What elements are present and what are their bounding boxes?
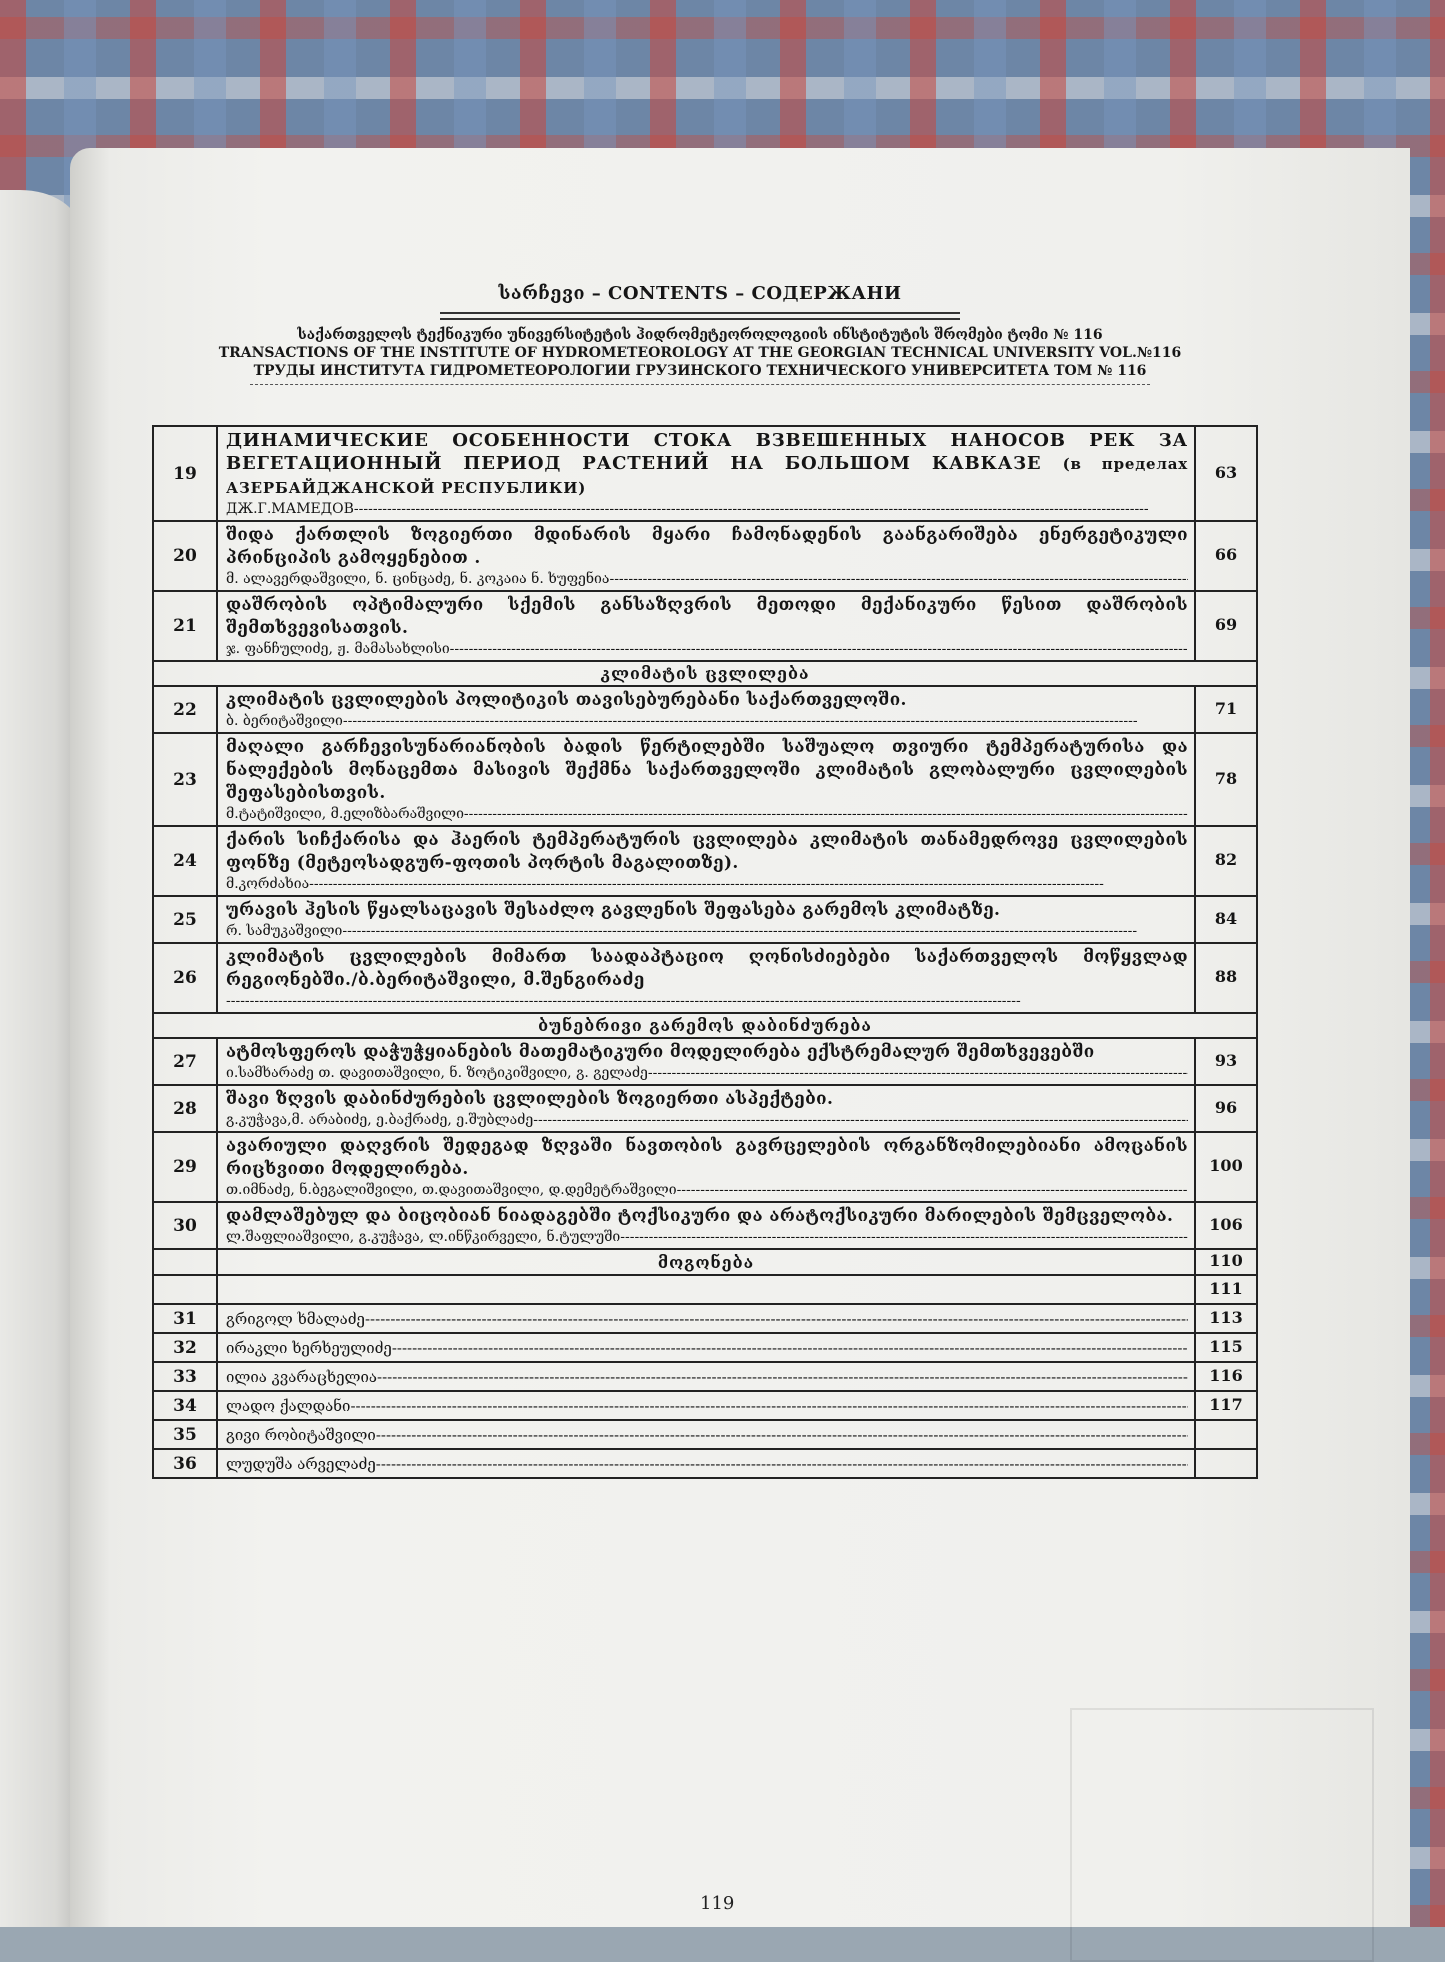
entry-body — [217, 826, 1195, 896]
entry-body — [217, 1038, 1195, 1085]
entry-page: 116 — [1195, 1362, 1257, 1391]
entry-title: კლიმატის ცვლილების მიმართ საადაპტაციო ღონისძიებები საქართველოს მოწყვლად რეგიონებში./ბ.ბერიტაშვილი, მ.შენგირაძე — [226, 947, 1188, 990]
entry-authors: ლადო ქალდანი ----- — [226, 1397, 1188, 1415]
entry-authors: ირაკლი ხერხეულიძე ----- — [226, 1339, 1188, 1357]
entry-authors: მ.კორძახია ----- — [226, 875, 1188, 893]
entry-number: 20 — [153, 521, 217, 591]
contents-title: სარჩევი – CONTENTS – СОДЕРЖАНИ — [498, 283, 902, 304]
section-heading: კლიმატის ცვლილება — [153, 661, 1257, 686]
entry-page: 117 — [1195, 1391, 1257, 1420]
entry-title: მაღალი გარჩევისუნარიანობის ბადის წერტილებში საშუალო თვიური ტემპერატურისა და ნალექების მონაცემთა მასივის შექმნა საქართველოში კლიმატის გლობალური ცვლილების შეფასებისთვის. — [226, 737, 1188, 803]
entry-number: 21 — [153, 591, 217, 661]
journal-title-russian: ТРУДЫ ИНСТИТУТА ГИДРОМЕТЕОРОЛОГИИ ГРУЗИНСКОГО ТЕХНИЧЕСКОГО УНИВЕРСИТЕТА ТОМ № 116 — [253, 363, 1147, 379]
entry-title-extra: (в пределах АЗЕРБАЙДЖАНСКОЙ РЕСПУБЛИКИ) — [226, 455, 1188, 497]
table-row — [153, 826, 1257, 896]
entry-page: 111 — [1195, 1275, 1257, 1304]
entry-title: შავი ზღვის დაბინძურების ცვლილების ზოგიერთი ასპექტები. — [226, 1089, 834, 1109]
section-row — [153, 661, 1257, 686]
page-number: 119 — [700, 1893, 735, 1914]
entry-body — [217, 1420, 1195, 1449]
table-row — [153, 1038, 1257, 1085]
table-row — [153, 1275, 1257, 1304]
entry-authors: ი.სამხარაძე თ. დავითაშვილი, ნ. ზოტიკიშვილი, გ. გელაძე ----- — [226, 1064, 1188, 1082]
table-row — [153, 896, 1257, 943]
show-through-print — [1070, 1708, 1374, 1962]
entry-number — [153, 1275, 217, 1304]
entry-number: 28 — [153, 1085, 217, 1132]
entry-body — [217, 1275, 1195, 1304]
table-row — [153, 686, 1257, 733]
journal-title-georgian: საქართველოს ტექნიკური უნივერსიტეტის ჰიდრომეტეოროლოგიის ინსტიტუტის შრომები ტომი № 116 — [297, 327, 1103, 343]
entry-body — [217, 591, 1195, 661]
entry-page: 63 — [1195, 426, 1257, 521]
entry-authors: გ.კუჭავა,მ. არაბიძე, ე.ბაქრაძე, ე.შუბლაძე ----- — [226, 1111, 1188, 1129]
entry-number: 32 — [153, 1333, 217, 1362]
table-row — [153, 1420, 1257, 1449]
section-heading: ბუნებრივი გარემოს დაბინძურება — [153, 1013, 1257, 1038]
entry-body — [217, 1132, 1195, 1202]
entry-body — [217, 1449, 1195, 1478]
entry-body — [217, 943, 1195, 1013]
entry-body — [217, 1391, 1195, 1420]
entry-title: ქარის სიჩქარისა და ჰაერის ტემპერატურის ცვლილება კლიმატის თანამედროვე ცვლილების ფონზე (მეტეოსადგურ-ფოთის პორტის მაგალითზე). — [226, 830, 1188, 873]
entry-body — [217, 426, 1195, 521]
entry-title: კლიმატის ცვლილების პოლიტიკის თავისებურებანი საქართველოში. — [226, 690, 907, 710]
entry-number: 24 — [153, 826, 217, 896]
section-row — [153, 1249, 1257, 1275]
entry-body — [217, 1362, 1195, 1391]
table-row — [153, 1304, 1257, 1333]
entry-authors: ჯ. ფანჩულიძე, ჟ. მამასახლისი ----- — [226, 640, 1188, 658]
entry-body — [217, 686, 1195, 733]
entry-body — [217, 1085, 1195, 1132]
entry-number: 22 — [153, 686, 217, 733]
entry-number: 25 — [153, 896, 217, 943]
entry-number: 27 — [153, 1038, 217, 1085]
left-book-page — [0, 190, 80, 1927]
table-row — [153, 1085, 1257, 1132]
entry-page: 71 — [1195, 686, 1257, 733]
entry-authors: ლუდუშა არველაძე ----- — [226, 1455, 1188, 1473]
entry-page: 96 — [1195, 1085, 1257, 1132]
entry-body — [217, 896, 1195, 943]
entry-title: დამლაშებულ და ბიცობიან ნიადაგებში ტოქსიკური და არატოქსიკური მარილების შემცველობა. — [226, 1206, 1174, 1226]
entry-number: 33 — [153, 1362, 217, 1391]
entry-page: 88 — [1195, 943, 1257, 1013]
entry-title: ატმოსფეროს დაჭუჭყიანების მათემატიკური მოდელირება ექსტრემალურ შემთხვევებში — [226, 1042, 1095, 1062]
entry-page: 106 — [1195, 1202, 1257, 1249]
table-row — [153, 1202, 1257, 1249]
table-row — [153, 426, 1257, 521]
entry-authors: გივი რობიტაშვილი ----- — [226, 1426, 1188, 1444]
entry-number: 19 — [153, 426, 217, 521]
entry-page — [1195, 1449, 1257, 1478]
table-row — [153, 591, 1257, 661]
entry-body — [217, 1304, 1195, 1333]
table-row — [153, 733, 1257, 826]
table-row — [153, 1333, 1257, 1362]
entry-number: 31 — [153, 1304, 217, 1333]
entry-title: შიდა ქართლის ზოგიერთი მდინარის მყარი ჩამონადენის გაანგარიშება ენერგეტიკული პრინციპის გამოყენებით . — [226, 525, 1188, 568]
entry-authors — [226, 992, 1188, 1010]
entry-number: 29 — [153, 1132, 217, 1202]
entry-page: 100 — [1195, 1132, 1257, 1202]
entry-page: 78 — [1195, 733, 1257, 826]
entry-page: 93 — [1195, 1038, 1257, 1085]
entry-body — [217, 1202, 1195, 1249]
entry-body — [217, 1333, 1195, 1362]
table-row — [153, 1449, 1257, 1478]
entry-page: 84 — [1195, 896, 1257, 943]
entry-number: 26 — [153, 943, 217, 1013]
section-row — [153, 1013, 1257, 1038]
entry-page: 69 — [1195, 591, 1257, 661]
entry-page: 82 — [1195, 826, 1257, 896]
entry-authors: რ. სამუკაშვილი ----- — [226, 922, 1188, 940]
entry-number: 35 — [153, 1420, 217, 1449]
entry-page: 110 — [1195, 1249, 1257, 1275]
dashed-rule — [250, 384, 1150, 385]
entry-title: ავარიული დაღვრის შედეგად ზღვაში ნავთობის გავრცელების ორგანზომილებიანი ამოცანის რიცხვითი მოდელირება. — [226, 1136, 1188, 1179]
entry-page — [1195, 1420, 1257, 1449]
entry-authors: ილია კვარაცხელია ----- — [226, 1368, 1188, 1386]
entry-body — [217, 521, 1195, 591]
entry-number: 30 — [153, 1202, 217, 1249]
table-row — [153, 1132, 1257, 1202]
entry-authors: ლ.შაფლიაშვილი, გ.კუჭავა, ლ.ინწკირველი, ნ.ტულუში ----- — [226, 1228, 1188, 1246]
section-heading: მოგონება — [217, 1249, 1195, 1275]
contents-header — [130, 283, 1270, 385]
entry-authors: თ.იმნაძე, ნ.ბეგალიშვილი, თ.დავითაშვილი, დ.დემეტრაშვილი ----- — [226, 1181, 1188, 1199]
table-row — [153, 1391, 1257, 1420]
entry-authors: ბ. ბერიტაშვილი ----- — [226, 712, 1188, 730]
table-row — [153, 943, 1257, 1013]
table-row — [153, 521, 1257, 591]
entry-title: ДИНАМИЧЕСКИЕ ОСОБЕННОСТИ СТОКА ВЗВЕШЕННЫХ НАНОСОВ РЕК ЗА ВЕГЕТАЦИОННЫЙ ПЕРИОД РАСТЕНИЙ НА БОЛЬШОМ КАВКАЗЕ (в пределах АЗЕРБАЙДЖАНСКОЙ РЕСПУБЛИКИ) — [226, 430, 1188, 497]
contents-table — [152, 425, 1258, 1479]
entry-page: 115 — [1195, 1333, 1257, 1362]
entry-authors: ДЖ.Г.МАМЕДОВ ----- — [226, 500, 1188, 518]
entry-number: 23 — [153, 733, 217, 826]
entry-page: 66 — [1195, 521, 1257, 591]
journal-title-english: TRANSACTIONS OF THE INSTITUTE OF HYDROMETEOROLOGY AT THE GEORGIAN TECHNICAL UNIVERSITY VOL.№116 — [218, 345, 1182, 361]
entry-number: 34 — [153, 1391, 217, 1420]
double-rule — [440, 312, 960, 320]
entry-authors: მ. ალავერდაშვილი, ნ. ცინცაძე, ნ. კოკაია ნ. ხუფენია ----- — [226, 570, 1188, 588]
entry-authors: გრიგოლ ხმალაძე ----- — [226, 1310, 1188, 1328]
entry-page: 113 — [1195, 1304, 1257, 1333]
table-row — [153, 1362, 1257, 1391]
entry-title: დაშრობის ოპტიმალური სქემის განსაზღვრის მეთოდი მექანიკური წესით დაშრობის შემთხვევისათვის. — [226, 595, 1188, 638]
entry-authors: მ.ტატიშვილი, მ.ელიზბარაშვილი ----- — [226, 805, 1188, 823]
entry-body — [217, 733, 1195, 826]
entry-number: 36 — [153, 1449, 217, 1478]
entry-title: ურავის ჰესის წყალსაცავის შესაძლო გავლენის შეფასება გარემოს კლიმატზე. — [226, 900, 1001, 920]
